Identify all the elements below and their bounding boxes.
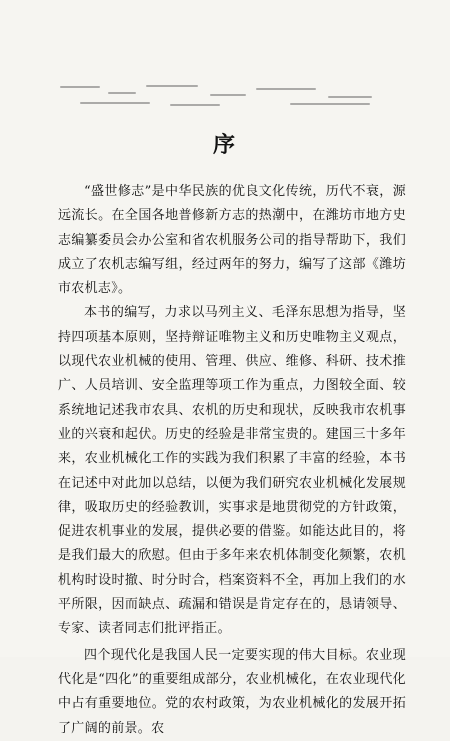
scan-bleed-through bbox=[60, 82, 390, 110]
page-title: 序 bbox=[212, 132, 237, 158]
paragraph-3: 四个现代化是我国人民一定要实现的伟大目标。农业现代化是“四化”的重要组成部分，农业机械化，在农业现代化中占有重要地位。党的农村政策，为农业机械化的发展开拓了广阔的前景。农 bbox=[58, 647, 406, 736]
paragraph-2: 本书的编写，力求以马列主义、毛泽东思想为指导，坚持四项基本原则，坚持辩证唯物主义和历史唯物主义观点，以现代农业机械的使用、管理、供应、维修、科研、技术推广、人员培训、安全监理等项工作为重点，力图较全面、较系统地记述我市农具、农机的历史和现状，反映我市农机事业的兴衰和起伏。历史的经验是非常宝贵的。建国三十多年来，农业机械化工作的实践为我们积累了丰富的经验，本书在记述中对此加以总结，以便为我们研究农业机械化发展规律，吸取历史的经验教训，实事求是地贯彻党的方针政策，促进农机事业的发展，提供必要的借鉴。如能达此目的，将是我们最大的欣慰。但由于多年来农机体制变化频繁，农机机构时设时撤、时分时合，档案资料不全，再加上我们的水平所限，因而缺点、疏漏和错误是肯定存在的，恳请领导、专家、读者同志们批评指正。 bbox=[58, 305, 406, 637]
paragraph-1: “盛世修志”是中华民族的优良文化传统，历代不衰，源远流长。在全国各地普修新方志的热潮中，在潍坊市地方史志编纂委员会办公室和省农机服务公司的指导帮助下，我们成立了农机志编写组，经过两年的努力，编写了这部《潍坊市农机志》。 bbox=[58, 184, 406, 297]
